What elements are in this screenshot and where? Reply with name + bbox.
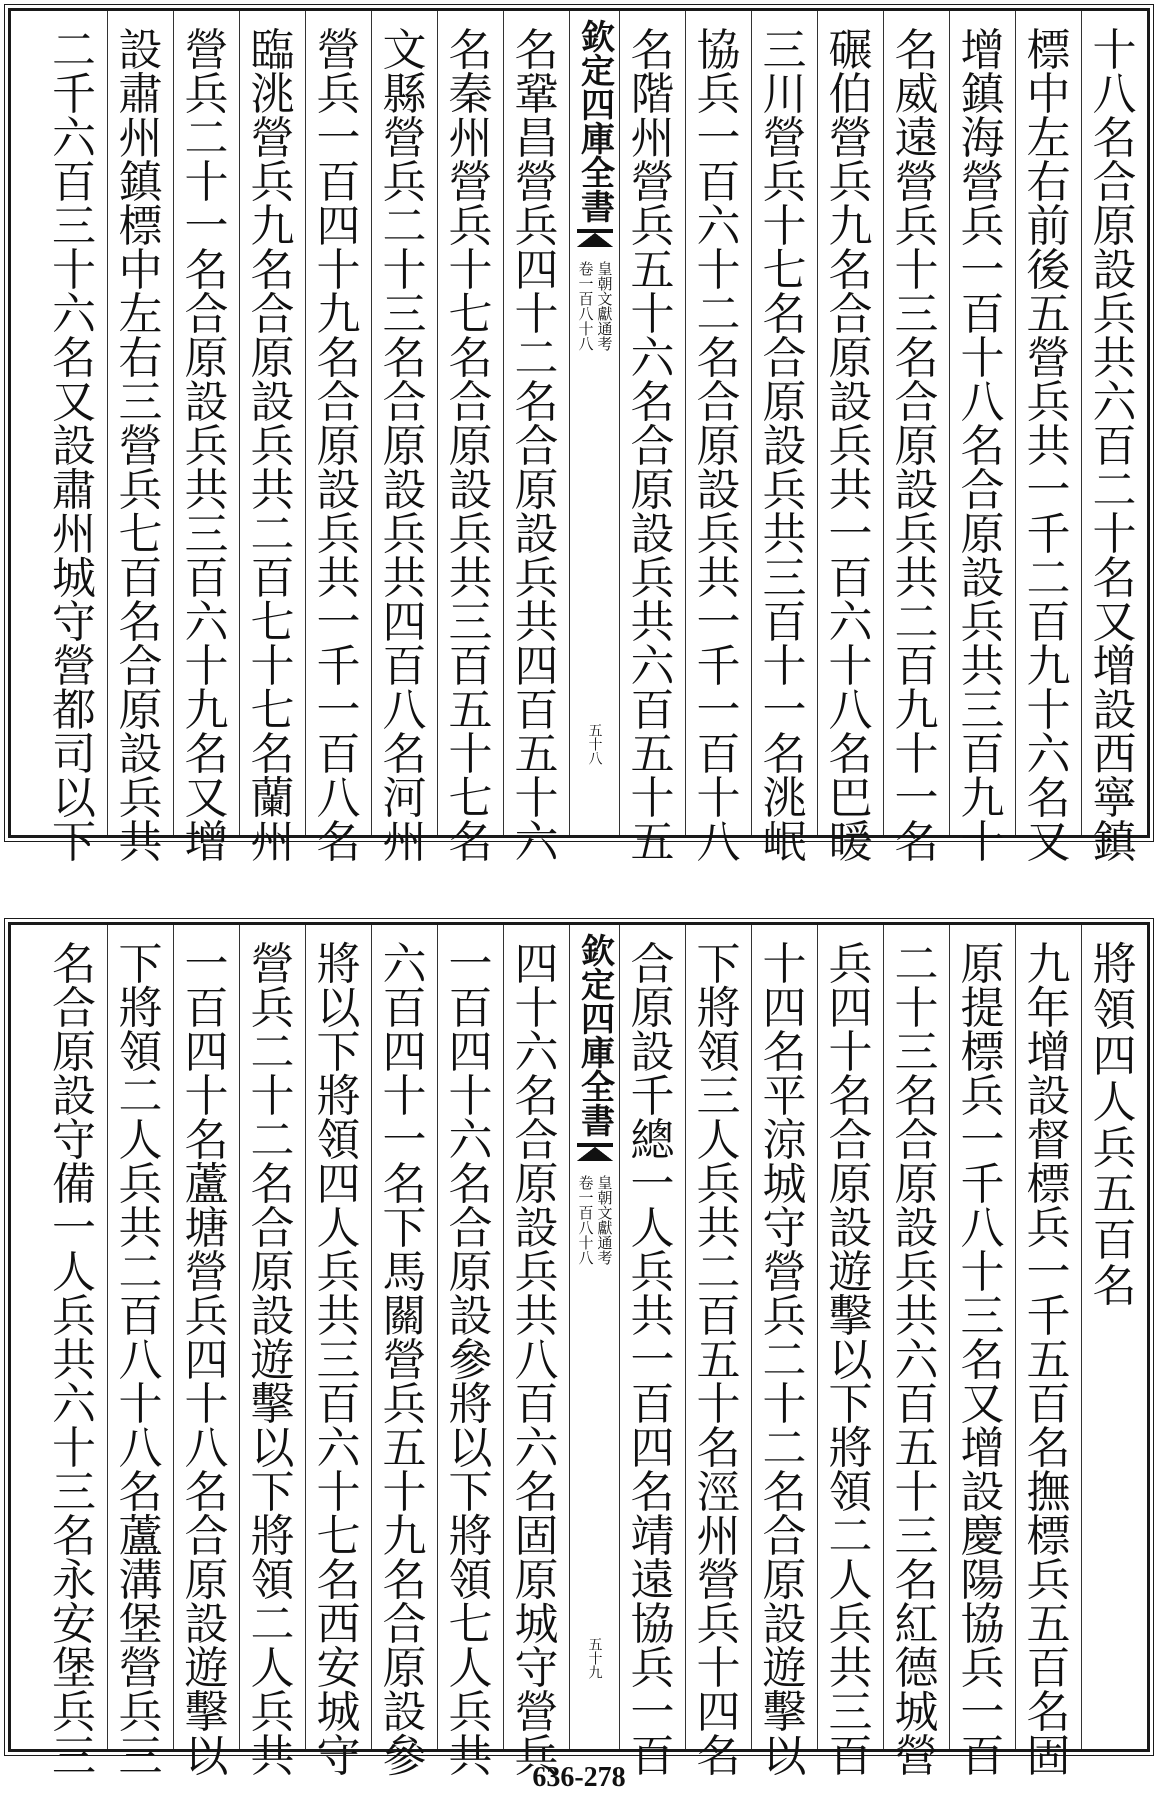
center-fold-column [569, 925, 619, 1749]
text-column [685, 925, 751, 1782]
text-column [1081, 925, 1147, 1749]
volume-number: 卷一百八十八 [576, 1175, 595, 1265]
text-column [1015, 11, 1081, 868]
text-column [305, 11, 371, 868]
sub-title: 皇朝文獻通考 [595, 1175, 614, 1265]
text-column [503, 11, 569, 868]
text-column [107, 11, 173, 868]
text-column [619, 925, 685, 1782]
text-column [685, 11, 751, 868]
column-text: 名 秦 州 營 兵 十 七 名 合 原 設 兵 共 三 百 五 十 七 名 [448, 25, 493, 868]
column-text: 下 將 領 三 人 兵 共 二 百 五 十 名 涇 州 營 兵 十 四 名 [696, 939, 741, 1782]
center-fold-column [569, 11, 619, 835]
text-column [371, 925, 437, 1782]
column-text: 名 階 州 營 兵 五 十 六 名 合 原 設 兵 共 六 百 五 十 五 [630, 25, 675, 868]
sub-title: 皇朝文獻通考 [595, 261, 614, 351]
column-text: 將 以 下 將 領 四 人 兵 共 三 百 六 十 七 名 西 安 城 守 [316, 939, 361, 1782]
column-text: 文 縣 營 兵 二 十 三 名 合 原 設 兵 共 四 百 八 名 河 州 [382, 25, 427, 868]
column-row [11, 11, 1147, 868]
column-text: 下 將 領 二 人 兵 共 二 百 八 十 八 名 蘆 溝 堡 營 兵 三 [118, 939, 163, 1782]
text-column [949, 925, 1015, 1782]
text-column [949, 11, 1015, 868]
column-text: 十 八 名 合 原 設 兵 共 六 百 二 十 名 又 增 設 西 寧 鎮 [1092, 25, 1137, 868]
page-number: 五十八 [586, 723, 603, 765]
column-text: 營 兵 二 十 二 名 合 原 設 遊 擊 以 下 將 領 二 人 兵 共 [250, 939, 295, 1782]
column-text: 九 年 增 設 督 標 兵 一 千 五 百 名 撫 標 兵 五 百 名 固 [1026, 939, 1071, 1782]
text-column [41, 925, 107, 1782]
text-column [437, 11, 503, 868]
column-text: 二 十 三 名 合 原 設 兵 共 六 百 五 十 三 名 紅 德 城 營 [894, 939, 939, 1782]
text-column [751, 925, 817, 1782]
column-text: 四 十 六 名 合 原 設 兵 共 八 百 六 名 固 原 城 守 營 兵 [514, 939, 559, 1782]
reference-number: 636-278 [532, 1762, 626, 1793]
text-column [239, 925, 305, 1782]
text-column [883, 11, 949, 868]
book-title: 欽定四庫全書 [574, 19, 615, 223]
text-column [751, 11, 817, 868]
column-text: 十 四 名 平 涼 城 守 營 兵 二 十 二 名 合 原 設 遊 擊 以 [762, 939, 807, 1782]
column-text: 協 兵 一 百 六 十 二 名 合 原 設 兵 共 一 千 一 百 十 八 [696, 25, 741, 868]
text-column [817, 925, 883, 1782]
column-text: 合 原 設 千 總 一 人 兵 共 一 百 四 名 靖 遠 協 兵 一 百 [630, 939, 675, 1782]
text-column [41, 11, 107, 868]
column-text: 碾 伯 營 兵 九 名 合 原 設 兵 共 一 百 六 十 八 名 巴 暖 [828, 25, 873, 868]
page-number: 五十九 [586, 1637, 603, 1679]
column-text: 原 提 標 兵 一 千 八 十 三 名 又 增 設 慶 陽 協 兵 一 百 [960, 939, 1005, 1782]
column-text: 營 兵 一 百 四 十 九 名 合 原 設 兵 共 一 千 一 百 八 名 [316, 25, 361, 868]
text-column [503, 925, 569, 1782]
column-text: 兵 四 十 名 合 原 設 遊 擊 以 下 將 領 二 人 兵 共 三 百 [828, 939, 873, 1782]
text-column [173, 925, 239, 1782]
text-column [1015, 925, 1081, 1782]
text-column [107, 925, 173, 1782]
text-column [1081, 11, 1147, 868]
column-text: 六 百 四 十 一 名 下 馬 關 營 兵 五 十 九 名 合 原 設 參 [382, 939, 427, 1782]
fish-tail-mark [577, 229, 613, 247]
column-text: 臨 洮 營 兵 九 名 合 原 設 兵 共 二 百 七 十 七 名 蘭 州 [250, 25, 295, 868]
column-text: 營 兵 二 十 一 名 合 原 設 兵 共 三 百 六 十 九 名 又 增 [184, 25, 229, 868]
column-text: 標 中 左 右 前 後 五 營 兵 共 一 千 二 百 九 十 六 名 又 [1026, 25, 1071, 868]
page-panel-top [8, 8, 1150, 868]
text-column [173, 11, 239, 868]
column-text: 三 川 營 兵 十 七 名 合 原 設 兵 共 三 百 十 一 名 洮 岷 [762, 25, 807, 868]
text-column [371, 11, 437, 868]
text-column [239, 11, 305, 868]
column-text: 一 百 四 十 六 名 合 原 設 參 將 以 下 將 領 七 人 兵 共 [448, 939, 493, 1782]
column-text: 設 肅 州 鎮 標 中 左 右 三 營 兵 七 百 名 合 原 設 兵 共 [118, 25, 163, 868]
text-column [883, 925, 949, 1782]
column-text: 名 合 原 設 守 備 一 人 兵 共 六 十 三 名 永 安 堡 兵 三 [52, 939, 96, 1782]
column-text: 二 千 六 百 三 十 六 名 又 設 肅 州 城 守 營 都 司 以 下 [52, 25, 96, 868]
text-column [437, 925, 503, 1782]
column-text: 名 鞏 昌 營 兵 四 十 二 名 合 原 設 兵 共 四 百 五 十 六 [514, 25, 559, 868]
column-text: 一 百 四 十 名 蘆 塘 營 兵 四 十 八 名 合 原 設 遊 擊 以 [184, 939, 229, 1782]
column-text: 名 威 遠 營 兵 十 三 名 合 原 設 兵 共 二 百 九 十 一 名 [894, 25, 939, 868]
column-text: 將 領 四 人 兵 五 百 名 [1092, 939, 1137, 1312]
text-column [817, 11, 883, 868]
volume-number: 卷一百八十八 [576, 261, 595, 351]
text-column [619, 11, 685, 868]
text-column [305, 925, 371, 1782]
book-title: 欽定四庫全書 [574, 933, 615, 1137]
fish-tail-mark [577, 1143, 613, 1161]
column-text: 增 鎮 海 營 兵 一 百 十 八 名 合 原 設 兵 共 三 百 九 十 [960, 25, 1005, 868]
